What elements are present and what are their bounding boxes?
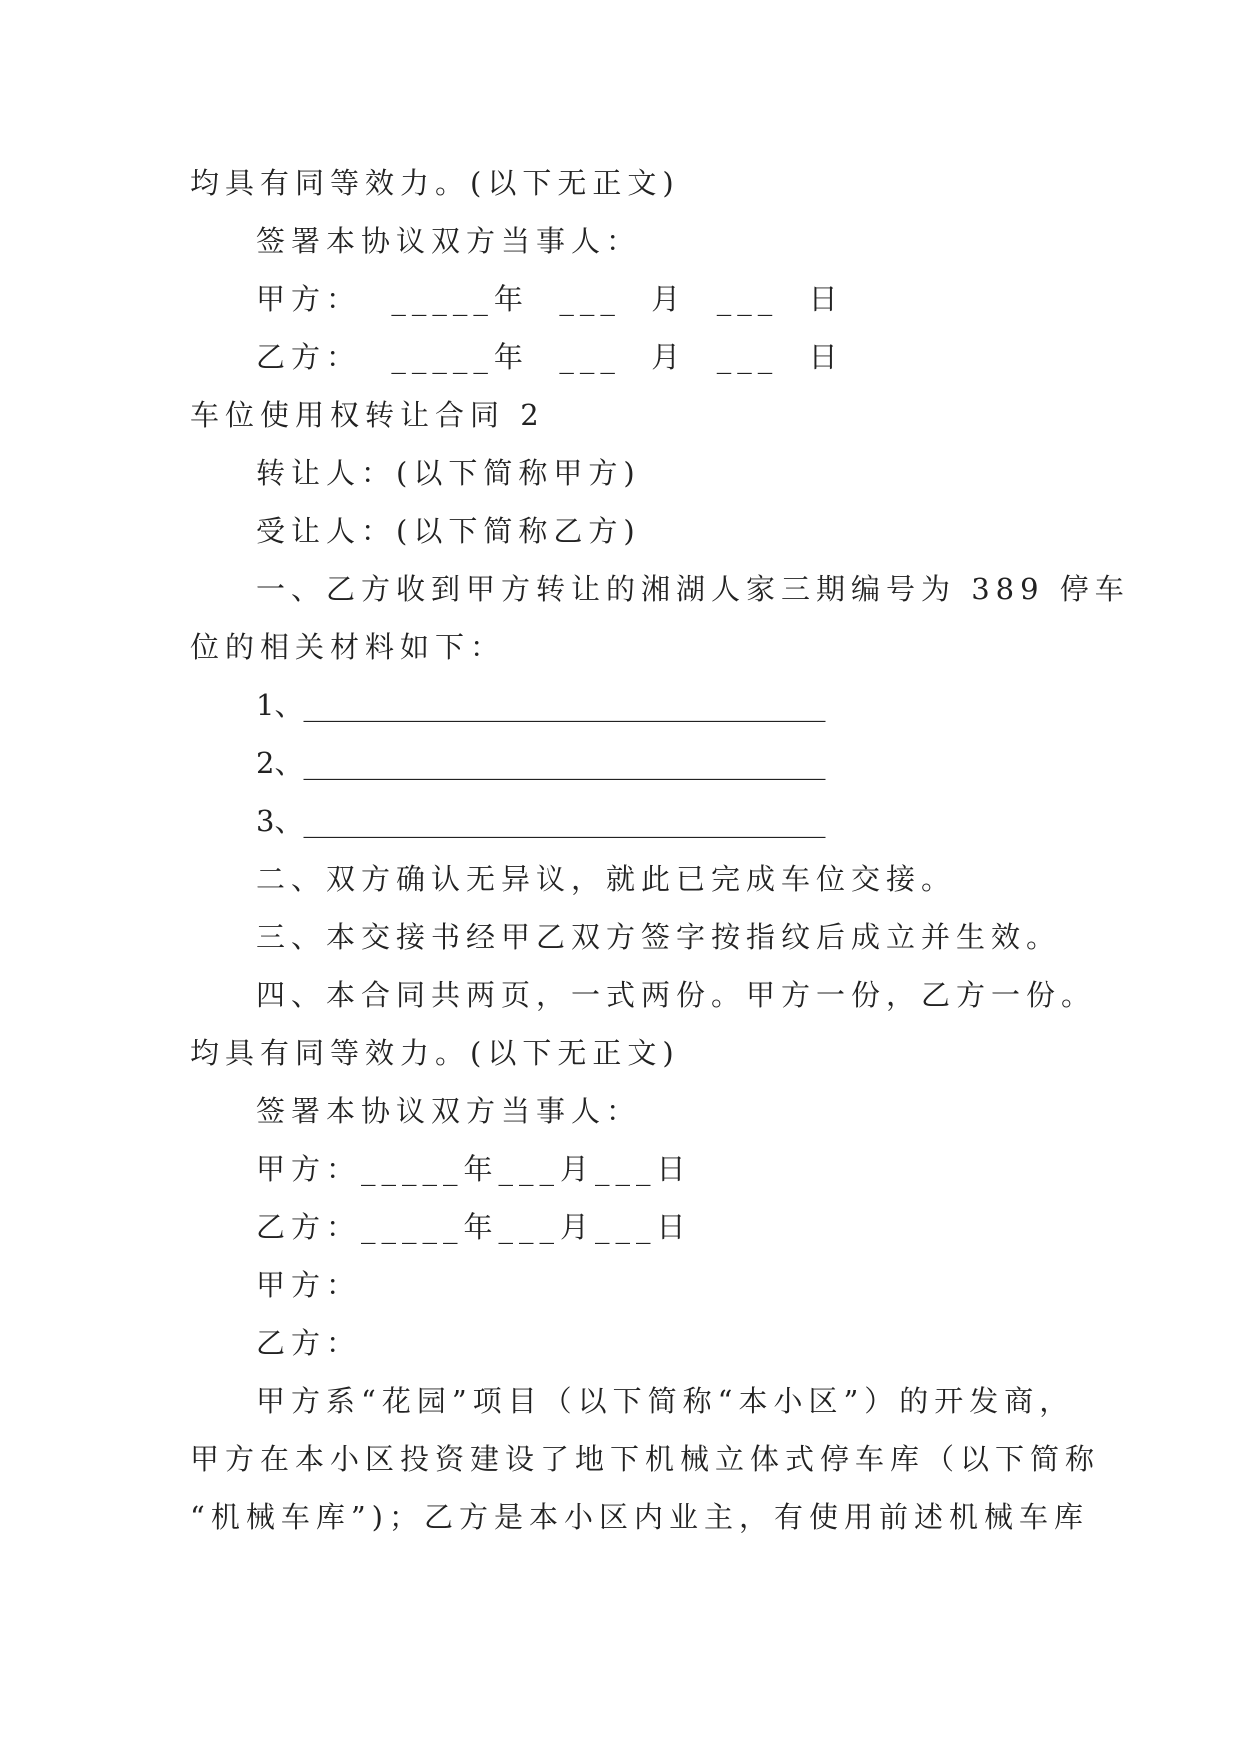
text-line: 车位使用权转让合同 2 [190, 398, 545, 432]
text-line: 签署本协议双方当事人： [256, 224, 642, 258]
text-line: 三、本交接书经甲乙双方签字按指纹后成立并生效。 [256, 920, 1062, 954]
text-line: 二、双方确认无异议，就此已完成车位交接。 [256, 862, 957, 896]
text-line: 甲方系“花园”项目（以下简称“本小区”）的开发商， [256, 1384, 1075, 1418]
text-line: 甲方： [256, 1268, 362, 1302]
text-line: 甲方： _____年 ___ 月 ___ 日 [256, 282, 844, 316]
text-line: 签署本协议双方当事人： [256, 1094, 642, 1128]
text-line: 四、本合同共两页，一式两份。甲方一份，乙方一份。 [256, 978, 1097, 1012]
text-line: 一、乙方收到甲方转让的湘湖人家三期编号为 389 停车 [256, 572, 1130, 606]
text-line: 均具有同等效力。(以下无正文) [190, 1036, 680, 1070]
text-line: 2、____________________________________ [256, 746, 826, 780]
text-line: “机械车库”)；乙方是本小区内业主，有使用前述机械车库 [190, 1500, 1089, 1534]
text-line: 甲方：_____年___月___日 [256, 1152, 692, 1186]
text-line: 3、____________________________________ [256, 804, 826, 838]
text-line: 乙方： _____年 ___ 月 ___ 日 [256, 340, 844, 374]
text-line: 位的相关材料如下： [190, 630, 506, 664]
text-line: 1、____________________________________ [256, 688, 826, 722]
text-line: 乙方：_____年___月___日 [256, 1210, 692, 1244]
text-line: 乙方： [256, 1326, 362, 1360]
text-line: 受让人：(以下简称乙方) [256, 514, 641, 548]
text-line: 转让人：(以下简称甲方) [256, 456, 641, 490]
text-line: 均具有同等效力。(以下无正文) [190, 166, 680, 200]
text-line: 甲方在本小区投资建设了地下机械立体式停车库（以下简称 [190, 1442, 1101, 1476]
